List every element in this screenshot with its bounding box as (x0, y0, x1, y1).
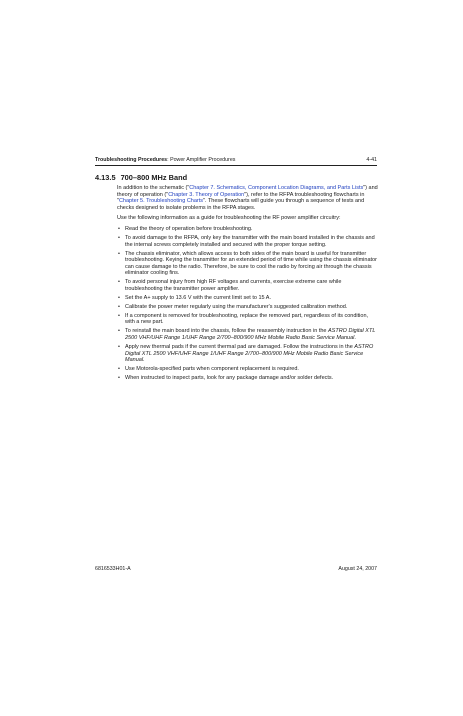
list-item (117, 235, 379, 248)
list-item-text: The chassis eliminator, which allows access to both sides of the main board is useful for transmitter troubleshooting. Keying the transmitter for an extended period of time while using the chassis eliminator can cause damage to the radio. Therefore, be sure to cool the radio by forcing air through the chassis eliminator cooling fins. (125, 250, 377, 277)
intro-text-2: ") and theory of operation (" (117, 185, 378, 198)
footer-doc-number: 6816533H01-A (95, 566, 131, 572)
list-item (117, 375, 379, 382)
running-header (95, 157, 377, 166)
running-footer (95, 566, 377, 573)
manual-title: ASTRO Digital XTL 2500 VHF/UHF Range 1/UHF Range 2/700–800/900 MHz Mobile Radio Basic Service Manual (125, 328, 376, 342)
intro-text-1: In addition to the schematic (" (117, 185, 190, 191)
header-chapter: Troubleshooting Procedures (95, 157, 168, 163)
section-heading (95, 173, 187, 182)
intro-text-4: ". These flowcharts will guide you through a sequence of tests and checks designed to isolate problems in the RFPA stages. (117, 198, 365, 211)
manual-title: ASTRO Digital XTL 2500 VHF/UHF Range 1/UHF Range 2/700–800/900 MHz Mobile Radio Basic Service Manual (125, 344, 374, 364)
list-item (117, 295, 379, 302)
footer-date: August 24, 2007 (338, 566, 377, 572)
chapter-5-link[interactable]: Chapter 5. Troubleshooting Charts (118, 198, 204, 205)
header-title: Troubleshooting Procedures: Power Amplifier Procedures (95, 157, 236, 163)
list-item-text: To avoid personal injury from high RF voltages and currents, exercise extreme care while troubleshooting the transmitter power amplifier. (125, 279, 342, 292)
list-item-text: Read the theory of operation before troubleshooting. (125, 225, 253, 232)
list-item-text: Calibrate the power meter regularly using the manufacturer's suggested calibration method. (125, 303, 348, 310)
list-item (117, 279, 379, 292)
list-item-text: Use Motorola-specified parts when component replacement is required. (125, 366, 299, 373)
chapter-3-link[interactable]: Chapter 3. Theory of Operation (168, 191, 245, 198)
list-item-text: Apply new thermal pads if the current thermal pad are damaged. Follow the instructions in the (125, 344, 355, 350)
chapter-7-link[interactable]: Chapter 7. Schematics, Component Location Diagrams, and Parts Lists (189, 185, 364, 191)
intro-text-3: "), refer to the RFPA troubleshooting flowcharts in " (117, 191, 365, 205)
list-item-text: To avoid damage to the RFPA, only key the transmitter with the main board installed in the chassis and the internal screws completely installed and secured with the proper torque setting. (125, 234, 375, 248)
list-item-text: Set the A+ supply to 13.6 V with the current limit set to 15 A. (125, 294, 271, 301)
section-body (117, 185, 379, 384)
intro-paragraph (117, 185, 379, 211)
list-item (117, 328, 379, 341)
list-item-text: If a component is removed for troubleshooting, replace the removed part, regardless of its condition, with a new part. (125, 312, 369, 326)
list-item (117, 304, 379, 311)
header-page-number: 4-41 (366, 157, 377, 163)
list-item-text: . (354, 335, 356, 342)
troubleshooting-list (117, 226, 379, 382)
guide-paragraph: Use the following information as a guide for troubleshooting the RF power amplifier circuitry: (117, 215, 341, 222)
list-item (117, 251, 379, 277)
section-title: 700–800 MHz Band (120, 173, 188, 182)
list-item (117, 366, 379, 373)
list-item-text: When instructed to inspect parts, look for any package damage and/or solder defects. (125, 375, 334, 382)
header-section: Power Amplifier Procedures (170, 157, 236, 163)
list-item-text: . (143, 357, 145, 364)
list-item (117, 313, 379, 326)
list-item (117, 344, 379, 364)
list-item-text: To reinstall the main board into the chassis, follow the reassembly instruction in the (125, 328, 328, 335)
list-item (117, 226, 379, 233)
section-number: 4.13.5 (95, 173, 116, 182)
